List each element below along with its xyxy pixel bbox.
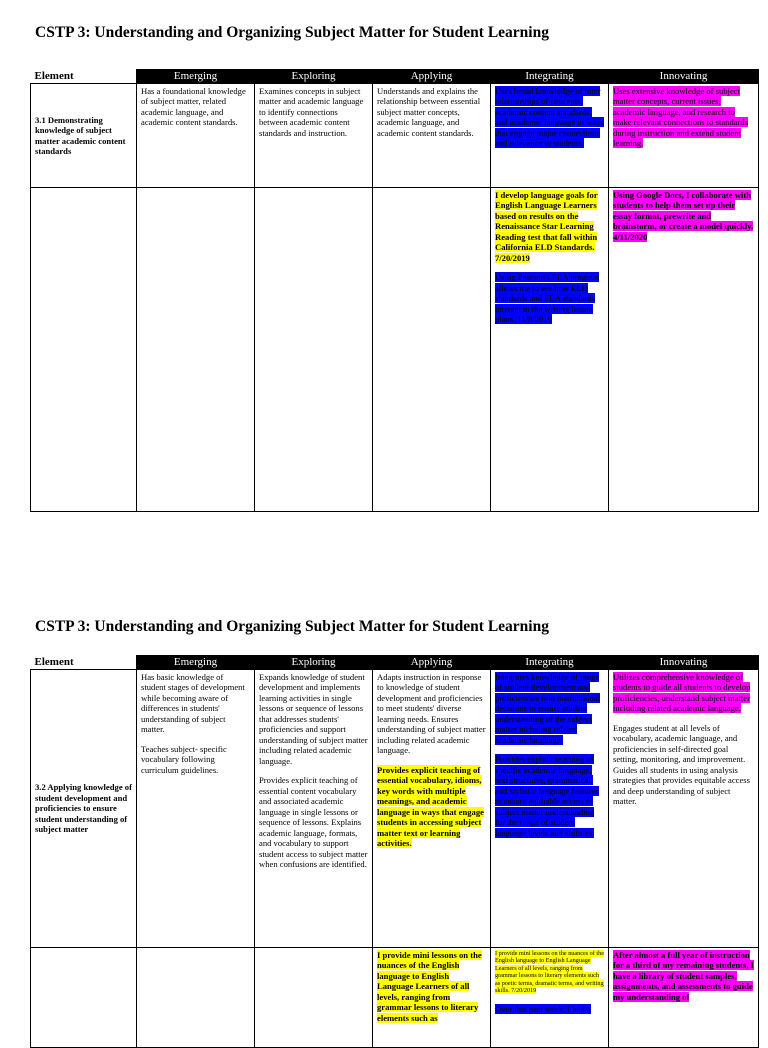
rubric-table-2 — [30, 655, 759, 1048]
header-innovating: Innovating — [609, 656, 759, 670]
header-row — [31, 70, 759, 84]
applying-cell: Understands and explains the relationship between essential subject matter concepts, academic language, and academic content standards. — [373, 84, 491, 188]
element-label: 3.1 Demonstrating knowledge of subject matter academic content standards — [31, 84, 137, 188]
evidence-innovating-cell: Using Google Docs, I collaborate with students to help them set up their essay format, prewrite and brainstorm, or create a model quickly. 4/11/2020 — [609, 188, 759, 512]
header-emerging: Emerging — [137, 70, 255, 84]
header-applying: Applying — [373, 70, 491, 84]
header-element: Element — [31, 70, 137, 84]
evidence-row — [31, 948, 759, 1048]
innovating-cell: Utilizes comprehensive knowledge of students to guide all students to develop proficiencies, understand subject matter including related academic language. Engages student at all levels of vocabulary, academic language, and proficiencies in self-directed goal setting, monitoring, and improvement. Guides all students in using analysis strategies that provides equitable access and deep understanding of subject matter. — [609, 670, 759, 948]
evidence-applying-cell — [373, 188, 491, 512]
header-emerging: Emerging — [137, 656, 255, 670]
evidence-applying-cell: I provide mini lessons on the nuances of the English language to English Language Learners of all levels, ranging from grammar lessons to literary elements such as — [373, 948, 491, 1048]
header-row — [31, 656, 759, 670]
exploring-cell: Expands knowledge of student development and implements learning activities in single lessons or sequence of lessons that addresses students' proficiencies and support understanding of subject matter including related academic language. Provides explicit teaching of essential content vocabulary and associated academic language in single lessons or sequence of lessons. Explains academic language, formats, and vocabulary to support student access to subject matter when confusions are identified. — [255, 670, 373, 948]
evidence-element-cell — [31, 188, 137, 512]
evidence-innovating-cell: After almost a full year of instruction for a third of my remaining students, I have a library of student samples, assignments, and assessments to guide my understanding of — [609, 948, 759, 1048]
header-exploring: Exploring — [255, 656, 373, 670]
evidence-emerging-cell — [137, 948, 255, 1048]
integrating-cell: Integrates knowledge of range of student development and proficiencies into instructional decisions to ensure student understanding of the subject matter including related academic language. Provides explicit teaching of specific academic language, text structures, grammatical, and stylistic language features to ensure equitable access to subject matter understanding for the range of student language levels and abilities. — [491, 670, 609, 948]
page-title-2: CSTP 3: Understanding and Organizing Subject Matter for Student Learning — [35, 618, 549, 635]
header-element: Element — [31, 656, 137, 670]
applying-cell: Adapts instruction in response to knowledge of student development and proficiencies to meet students' diverse learning needs. Ensures understanding of subject matter including related academic language. Provides explicit teaching of essential vocabulary, idioms, key words with multiple meanings, and academic language in ways that engage students in accessing subject matter text or learning activities. — [373, 670, 491, 948]
emerging-cell: Has basic knowledge of student stages of development while becoming aware of differences in students' understanding of subject matter. Teaches subject- specific vocabulary following curriculum guidelines. — [137, 670, 255, 948]
evidence-row — [31, 188, 759, 512]
header-integrating: Integrating — [491, 656, 609, 670]
evidence-element-cell — [31, 948, 137, 1048]
evidence-integrating-cell: I provide mini lessons on the nuances of the English language to English Language Learners of all levels, ranging from grammar lessons to literary elements such as poetic terms, dramatic terms, and writing skills. 7/20/2019 Over this past week, I had a — [491, 948, 609, 1048]
exploring-cell: Examines concepts in subject matter and academic language to identify connections between academic content standards and instruction. — [255, 84, 373, 188]
header-exploring: Exploring — [255, 70, 373, 84]
page-title-1: CSTP 3: Understanding and Organizing Subject Matter for Student Learning — [35, 24, 549, 41]
header-integrating: Integrating — [491, 70, 609, 84]
element-label: 3.2 Applying knowledge of student development and proficiencies to ensure student understanding of subject matter — [31, 670, 137, 948]
innovating-cell: Uses extensive knowledge of subject matter concepts, current issues, academic language, and research to make relevant connections to standards during instruction and extend student learning. — [609, 84, 759, 188]
header-applying: Applying — [373, 656, 491, 670]
rubric-table-1 — [30, 69, 759, 512]
evidence-integrating-cell: I develop language goals for English Language Learners based on results on the Renaissance Star Learning Reading test that fall within California ELD Standards. 7/20/2019 Using Pearson's ELA program allows me to see how ELD standards and ELA standards interact in the writing lesson plans. 11/8/2019 — [491, 188, 609, 512]
emerging-cell: Has a foundational knowledge of subject matter, related academic language, and academic content standards. — [137, 84, 255, 188]
integrating-cell: Uses broad knowledge of inter relationships of concepts, academic content standards, and academic language in ways that engage major connections and relevance to students. — [491, 84, 609, 188]
evidence-exploring-cell — [255, 948, 373, 1048]
descriptor-row — [31, 84, 759, 188]
evidence-exploring-cell — [255, 188, 373, 512]
descriptor-row — [31, 670, 759, 948]
header-innovating: Innovating — [609, 70, 759, 84]
evidence-emerging-cell — [137, 188, 255, 512]
